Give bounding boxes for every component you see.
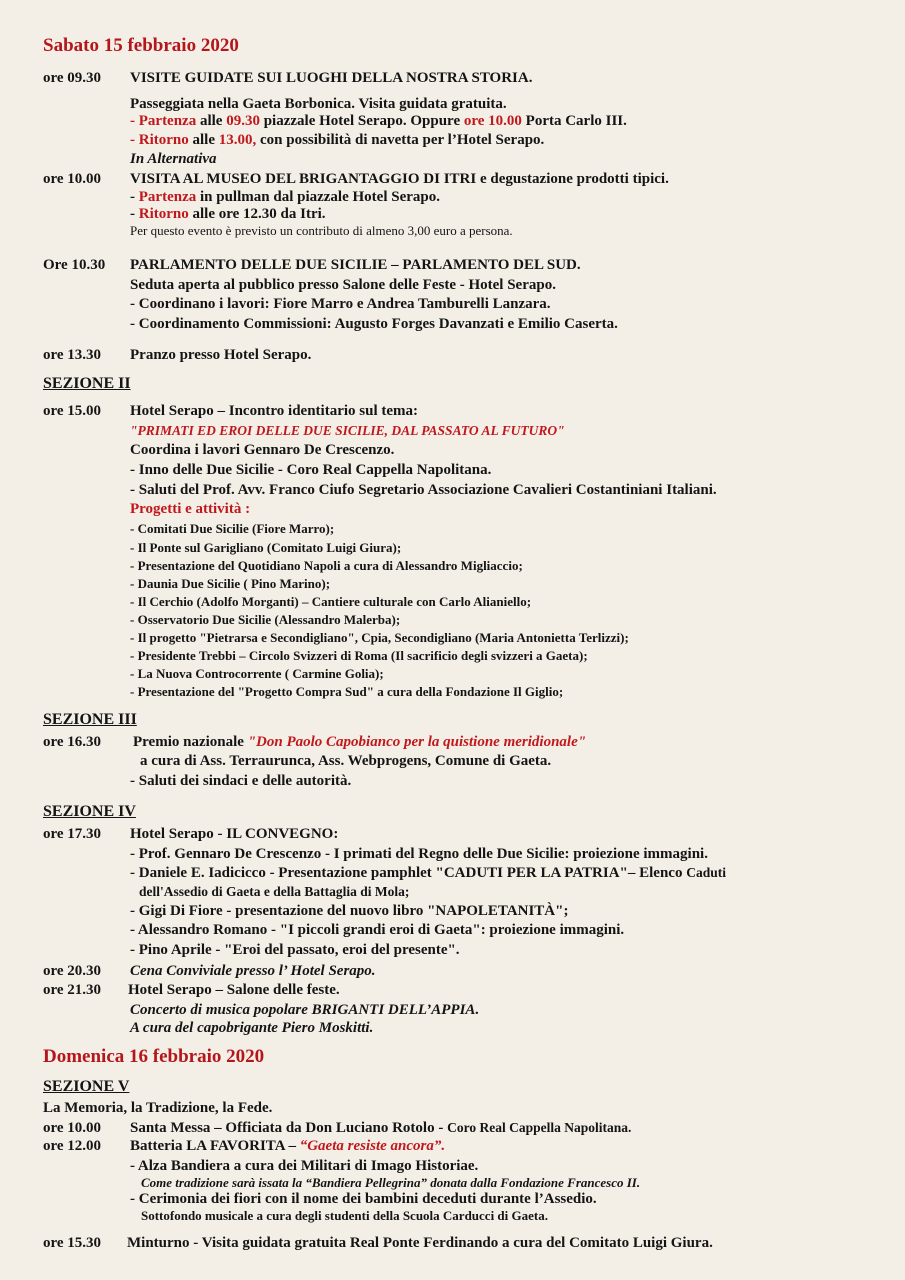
section-intro: La Memoria, la Tradizione, la Fede. (43, 1100, 273, 1116)
event-title: Premio nazionale "Don Paolo Capobianco per la quistione meridionale" (133, 734, 587, 750)
event-title: Hotel Serapo – Salone delle feste. (128, 982, 340, 998)
event-line: - Alza Bandiera a cura dei Militari di Imago Historiae. (130, 1158, 479, 1174)
event-title: Hotel Serapo - IL CONVEGNO: (130, 826, 339, 842)
event-title: Pranzo presso Hotel Serapo. (130, 347, 312, 363)
event-line: - Coordinamento Commissioni: Augusto Forges Davanzati e Emilio Caserta. (130, 316, 618, 332)
event-line: - Prof. Gennaro De Crescenzo - I primati del Regno delle Due Sicilie: proiezione immagini. (130, 846, 708, 862)
list-item: - Osservatorio Due Sicilie (Alessandro Malerba); (130, 612, 401, 627)
event-line: - Cerimonia dei fiori con il nome dei bambini deceduti durante l’Assedio. (130, 1191, 597, 1207)
event-theme: "PRIMATI ED EROI DELLE DUE SICILIE, DAL PASSATO AL FUTURO" (130, 423, 565, 438)
event-line: - Partenza in pullman dal piazzale Hotel Serapo. (130, 189, 440, 205)
event-time: ore 13.30 (43, 347, 102, 363)
event-note: Per questo evento è previsto un contributo di almeno 3,00 euro a persona. (130, 223, 513, 238)
event-line: dell'Assedio di Gaeta e della Battaglia di Mola; (139, 884, 410, 899)
event-line: - Coordinano i lavori: Fiore Marro e Andrea Tamburelli Lanzara. (130, 296, 551, 312)
event-time: ore 10.00 (43, 171, 102, 187)
event-time: ore 09.30 (43, 70, 102, 86)
event-title: Cena Conviviale presso l’ Hotel Serapo. (130, 963, 376, 979)
event-time: ore 12.00 (43, 1138, 102, 1154)
event-line: - Daniele E. Iadicicco - Presentazione pamphlet "CADUTI PER LA PATRIA"– Elenco Caduti (130, 865, 726, 881)
event-time: ore 15.30 (43, 1235, 102, 1251)
list-item: - Daunia Due Sicilie ( Pino Marino); (130, 576, 331, 591)
projects-heading: Progetti e attività : (130, 501, 251, 517)
event-note: Sottofondo musicale a cura degli studenti della Scuola Carducci di Gaeta. (141, 1208, 548, 1223)
event-line: - Inno delle Due Sicilie - Coro Real Cappella Napolitana. (130, 462, 492, 478)
event-time: ore 15.00 (43, 403, 102, 419)
event-time: ore 16.30 (43, 734, 102, 750)
event-line: - Saluti del Prof. Avv. Franco Ciufo Segretario Associazione Cavalieri Costantiniani Italiani. (130, 482, 717, 498)
event-line: Seduta aperta al pubblico presso Salone delle Feste - Hotel Serapo. (130, 277, 556, 293)
event-title: Minturno - Visita guidata gratuita Real Ponte Ferdinando a cura del Comitato Luigi Giura. (127, 1235, 713, 1251)
section-heading: SEZIONE V (43, 1078, 130, 1095)
day-heading-sunday: Domenica 16 febbraio 2020 (43, 1046, 265, 1067)
event-time: ore 10.00 (43, 1120, 102, 1136)
event-time: Ore 10.30 (43, 257, 106, 273)
event-title: VISITA AL MUSEO DEL BRIGANTAGGIO DI ITRI e degustazione prodotti tipici. (130, 171, 669, 187)
event-title: Santa Messa – Officiata da Don Luciano Rotolo - Coro Real Cappella Napolitana. (130, 1120, 632, 1136)
section-heading: SEZIONE IV (43, 803, 136, 820)
event-line: Concerto di musica popolare BRIGANTI DELL’APPIA. (130, 1002, 480, 1018)
event-note: Come tradizione sarà issata la “Bandiera Pellegrina” donata dalla Fondazione Francesco II. (141, 1175, 641, 1190)
event-line: Coordina i lavori Gennaro De Crescenzo. (130, 442, 395, 458)
event-time: ore 21.30 (43, 982, 102, 998)
event-line: - Gigi Di Fiore - presentazione del nuovo libro "NAPOLETANITÀ"; (130, 903, 569, 919)
list-item: - Presentazione del Quotidiano Napoli a cura di Alessandro Migliaccio; (130, 558, 523, 573)
list-item: - Comitati Due Sicilie (Fiore Marro); (130, 521, 335, 536)
section-heading: SEZIONE II (43, 375, 131, 392)
event-title: Hotel Serapo – Incontro identitario sul tema: (130, 403, 419, 419)
event-title: VISITE GUIDATE SUI LUOGHI DELLA NOSTRA STORIA. (130, 70, 533, 86)
event-line: - Alessandro Romano - "I piccoli grandi eroi di Gaeta": proiezione immagini. (130, 922, 625, 938)
event-line: - Ritorno alle ore 12.30 da Itri. (130, 206, 326, 222)
list-item: - La Nuova Controcorrente ( Carmine Golia); (130, 666, 384, 681)
event-time: ore 17.30 (43, 826, 102, 842)
list-item: - Il progetto "Pietrarsa e Secondigliano", Cpia, Secondigliano (Maria Antonietta Terlizzi); (130, 630, 629, 645)
list-item: - Il Cerchio (Adolfo Morganti) – Cantiere culturale con Carlo Alianiello; (130, 594, 532, 609)
event-line: - Saluti dei sindaci e delle autorità. (130, 773, 352, 789)
event-line: a cura di Ass. Terraurunca, Ass. Webprogens, Comune di Gaeta. (140, 753, 552, 769)
list-item: - Presidente Trebbi – Circolo Svizzeri di Roma (Il sacrificio degli svizzeri a Gaeta); (130, 648, 588, 663)
event-time: ore 20.30 (43, 963, 102, 979)
list-item: - Presentazione del "Progetto Compra Sud" a cura della Fondazione Il Giglio; (130, 684, 564, 699)
event-line: - Partenza alle 09.30 piazzale Hotel Serapo. Oppure ore 10.00 Porta Carlo III. (130, 113, 627, 129)
event-line: - Ritorno alle 13.00, con possibilità di navetta per l’Hotel Serapo. (130, 132, 545, 148)
event-line: - Pino Aprile - "Eroi del passato, eroi del presente". (130, 942, 460, 958)
section-heading: SEZIONE III (43, 711, 137, 728)
day-heading-saturday: Sabato 15 febbraio 2020 (43, 35, 239, 56)
event-line: Passeggiata nella Gaeta Borbonica. Visita guidata gratuita. (130, 96, 507, 112)
event-title: Batteria LA FAVORITA – “Gaeta resiste ancora”. (130, 1138, 446, 1154)
alternative-label: In Alternativa (130, 151, 217, 167)
event-line: A cura del capobrigante Piero Moskitti. (130, 1020, 374, 1036)
event-title: PARLAMENTO DELLE DUE SICILIE – PARLAMENTO DEL SUD. (130, 257, 581, 273)
list-item: - Il Ponte sul Garigliano (Comitato Luigi Giura); (130, 540, 402, 555)
